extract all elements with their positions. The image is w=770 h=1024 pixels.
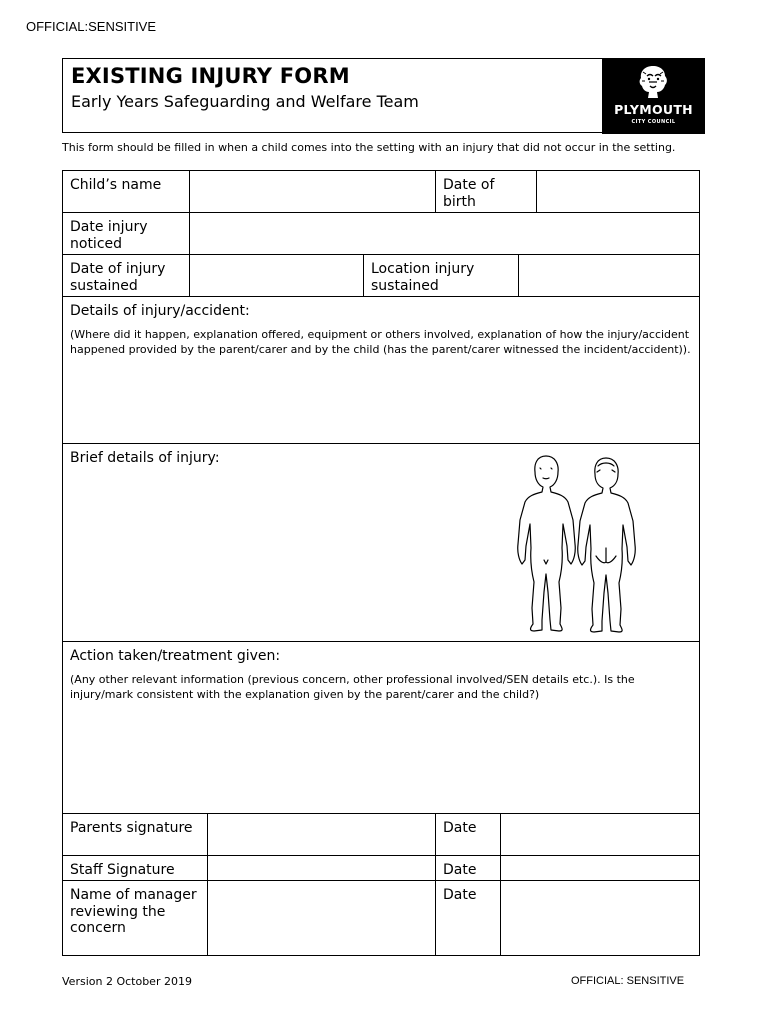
action-taken-section[interactable]	[62, 641, 700, 814]
details-of-injury-title: Details of injury/accident:	[70, 303, 250, 319]
action-taken-note: (Any other relevant information (previous concern, other professional involved/SEN details etc.). Is the injury/mark consistent with the explanation given by the parent/carer and the child?)	[70, 672, 635, 701]
form-title: EXISTING INJURY FORM	[71, 64, 350, 88]
logo-subtitle: CITY COUNCIL	[631, 119, 676, 125]
action-taken-title: Action taken/treatment given:	[70, 648, 281, 664]
lion-crest-icon	[635, 64, 671, 102]
form-header	[62, 58, 705, 133]
staff-signature-field[interactable]	[207, 855, 436, 881]
date-of-birth-field[interactable]	[536, 170, 700, 213]
staff-signature-date-label: Date	[435, 855, 501, 881]
version-footer: Version 2 October 2019	[62, 975, 192, 988]
date-of-injury-sustained-label: Date of injury sustained	[62, 254, 190, 297]
body-map-diagram	[510, 452, 640, 636]
body-front-icon	[518, 456, 576, 631]
manager-date-label: Date	[435, 880, 501, 956]
staff-signature-date-field[interactable]	[500, 855, 700, 881]
location-injury-sustained-label: Location injury sustained	[363, 254, 519, 297]
parents-signature-field[interactable]	[207, 813, 436, 856]
manager-name-field[interactable]	[207, 880, 436, 956]
body-back-icon	[578, 458, 636, 632]
classification-marking-bottom: OFFICIAL: SENSITIVE	[571, 975, 685, 987]
details-of-injury-note: (Where did it happen, explanation offered, equipment or others involved, explanation of how the injury/accident happened provided by the parent/carer and by the child (has the parent/carer witnessed the incident/accident)).	[70, 327, 691, 356]
parents-signature-date-label: Date	[435, 813, 501, 856]
classification-marking-top: OFFICIAL:SENSITIVE	[26, 19, 157, 34]
date-of-birth-label: Date of birth	[435, 170, 537, 213]
plymouth-city-council-logo	[602, 58, 705, 134]
parents-signature-label: Parents signature	[62, 813, 208, 856]
date-injury-noticed-label: Date injury noticed	[62, 212, 190, 255]
parents-signature-date-field[interactable]	[500, 813, 700, 856]
location-injury-sustained-field[interactable]	[518, 254, 700, 297]
date-injury-noticed-field[interactable]	[189, 212, 700, 255]
childs-name-label: Child’s name	[62, 170, 190, 213]
date-of-injury-sustained-field[interactable]	[189, 254, 364, 297]
manager-name-label: Name of manager reviewing the concern	[62, 880, 208, 956]
form-subtitle: Early Years Safeguarding and Welfare Team	[71, 92, 419, 111]
details-of-injury-section[interactable]	[62, 296, 700, 444]
staff-signature-label: Staff Signature	[62, 855, 208, 881]
manager-date-field[interactable]	[500, 880, 700, 956]
logo-name: PLYMOUTH	[614, 102, 693, 117]
brief-details-title: Brief details of injury:	[70, 450, 220, 466]
childs-name-field[interactable]	[189, 170, 436, 213]
form-instructions: This form should be filled in when a child comes into the setting with an injury that did not occur in the setting.	[62, 141, 676, 154]
